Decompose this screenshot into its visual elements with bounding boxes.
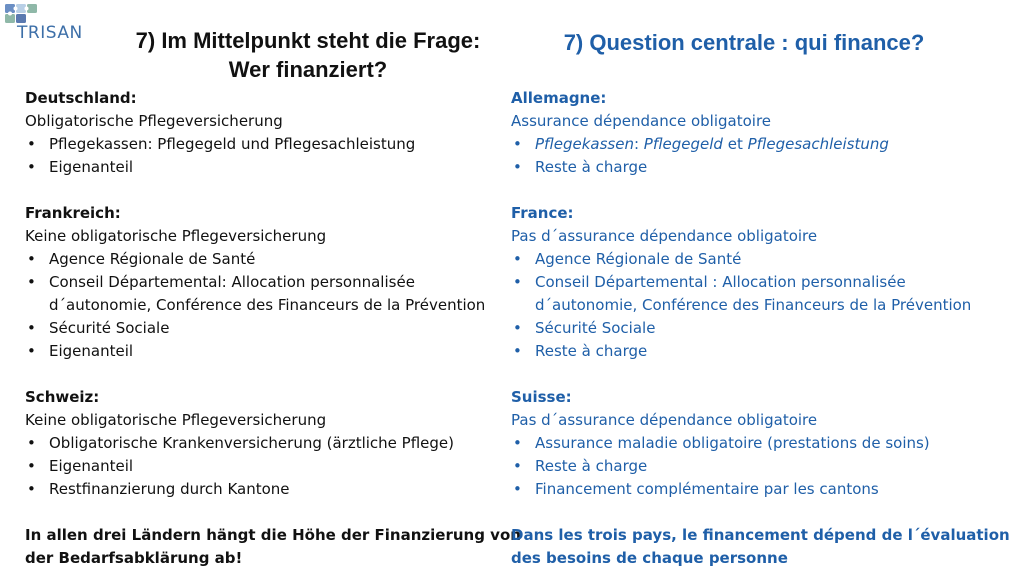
list-item: • Reste à charge <box>511 156 1001 179</box>
bullet-list <box>25 133 505 179</box>
bullet-list <box>25 248 505 363</box>
bullet-icon: • <box>513 457 522 475</box>
page-title-french: 7) Question centrale : qui finance? <box>563 30 925 55</box>
conclusion-line: der Bedarfsabklärung ab! <box>25 549 243 567</box>
title-line: 7) Im Mittelpunkt steht die Frage: <box>135 28 481 53</box>
german-column <box>25 87 521 570</box>
section-heading: France: <box>511 204 574 222</box>
bullet-icon: • <box>27 480 36 498</box>
french-column <box>511 87 1010 570</box>
bullet-icon: • <box>27 342 36 360</box>
conclusion-line: Dans les trois pays, le financement dépend de l´évaluation <box>511 526 1010 544</box>
section-heading: Schweiz: <box>25 388 100 406</box>
logo-text: TRISAN <box>17 23 83 43</box>
list-item: • Eigenanteil <box>25 455 505 478</box>
bullet-icon: • <box>27 250 36 268</box>
bullet-list <box>511 432 1001 501</box>
list-item: • Sécurité Sociale <box>25 317 505 340</box>
bullet-icon: • <box>513 250 522 268</box>
list-item: • Conseil Départemental : Allocation personnalisée d´autonomie, Conférence des Financeurs de la Prévention <box>513 273 972 314</box>
bullet-icon: • <box>27 434 36 452</box>
bullet-icon: • <box>513 319 522 337</box>
section-subtitle: Keine obligatorische Pflegeversicherung <box>25 227 327 245</box>
list-item: • Sécurité Sociale <box>511 317 1001 340</box>
list-item: • Agence Régionale de Santé <box>511 248 1001 271</box>
section-subtitle: Assurance dépendance obligatoire <box>511 112 772 130</box>
bullet-list <box>25 432 505 501</box>
list-item: • Conseil Départemental: Allocation personnalisée d´autonomie, Conférence des Financeurs de la Prévention <box>27 273 486 314</box>
list-item: • Eigenanteil <box>25 340 505 363</box>
section-heading: Suisse: <box>511 388 572 406</box>
bullet-icon: • <box>513 480 522 498</box>
conclusion-line: In allen drei Ländern hängt die Höhe der Finanzierung von <box>25 526 521 544</box>
list-item: • Reste à charge <box>511 455 1001 478</box>
list-item: • Pflegekassen: Pflegegeld et Pflegesachleistung <box>511 133 1001 156</box>
conclusion-line: des besoins de chaque personne <box>511 549 788 567</box>
section-subtitle: Pas d´assurance dépendance obligatoire <box>511 227 818 245</box>
list-item: • Agence Régionale de Santé <box>25 248 505 271</box>
section-subtitle: Pas d´assurance dépendance obligatoire <box>511 411 818 429</box>
list-item: • Restfinanzierung durch Kantone <box>25 478 505 501</box>
list-item: • Assurance maladie obligatoire (prestations de soins) <box>511 432 1001 455</box>
section-subtitle: Keine obligatorische Pflegeversicherung <box>25 411 327 429</box>
bullet-list <box>511 248 1001 363</box>
bullet-icon: • <box>27 319 36 337</box>
bullet-icon: • <box>513 434 522 452</box>
section-heading: Deutschland: <box>25 89 137 107</box>
bullet-icon: • <box>27 135 36 153</box>
bullet-icon: • <box>513 273 522 291</box>
section-heading: Frankreich: <box>25 204 121 222</box>
list-item: • Financement complémentaire par les cantons <box>511 478 1001 501</box>
list-item: • Eigenanteil <box>25 156 505 179</box>
title-line: Wer finanziert? <box>228 57 388 82</box>
section-heading: Allemagne: <box>511 89 607 107</box>
bullet-icon: • <box>513 158 522 176</box>
bullet-list <box>511 133 1001 179</box>
section-subtitle: Obligatorische Pflegeversicherung <box>25 112 283 130</box>
bullet-icon: • <box>27 457 36 475</box>
bullet-icon: • <box>513 342 522 360</box>
bullet-icon: • <box>513 135 522 153</box>
list-item: • Obligatorische Krankenversicherung (ärztliche Pflege) <box>25 432 505 455</box>
list-item: • Reste à charge <box>511 340 1001 363</box>
list-item: • Pflegekassen: Pflegegeld und Pflegesachleistung <box>25 133 505 156</box>
puzzle-logo-icon <box>4 3 48 25</box>
page-title-german <box>98 26 518 84</box>
bullet-icon: • <box>27 273 36 291</box>
bullet-icon: • <box>27 158 36 176</box>
trisan-logo <box>4 3 94 45</box>
